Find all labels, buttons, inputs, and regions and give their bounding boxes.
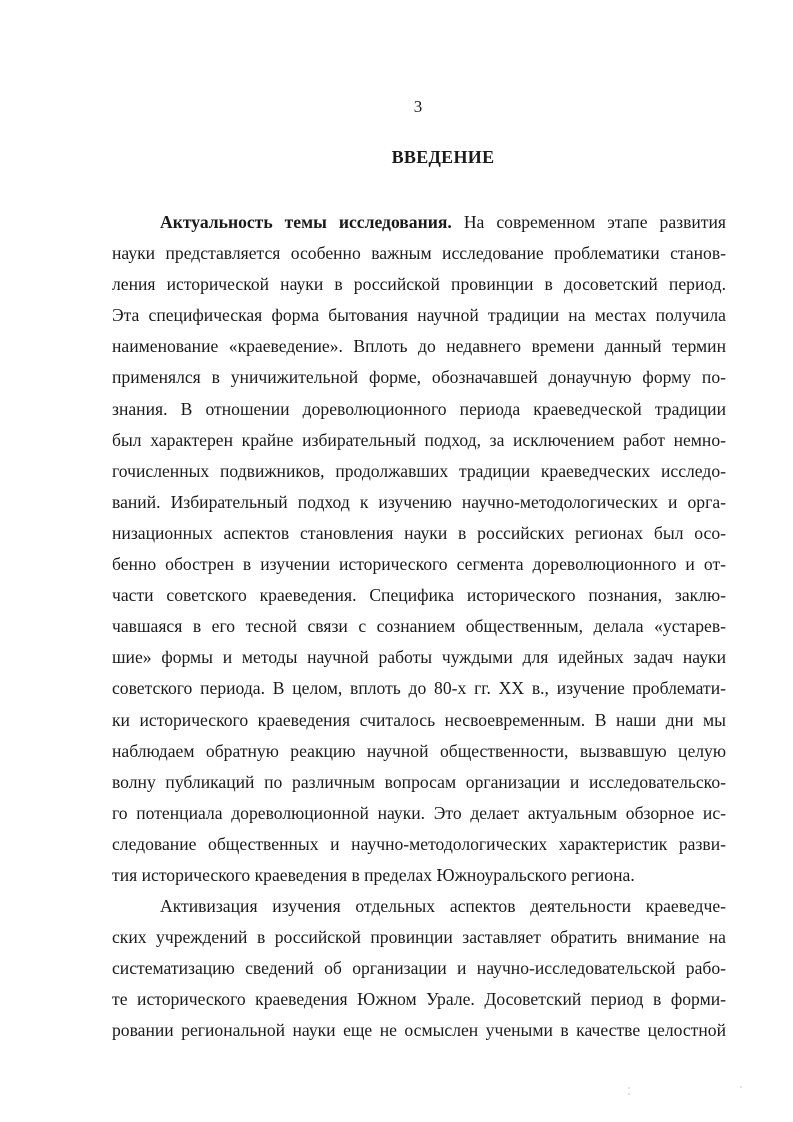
text-line: бенно обострен в изучении исторического сегмента дореволюционного и от- <box>112 554 726 575</box>
text-line: знания. В отношении дореволюционного периода краеведческой традиции <box>112 398 726 419</box>
paragraph-relevance <box>112 207 726 891</box>
paragraph-activation <box>112 891 726 1046</box>
scan-speck <box>628 1093 630 1095</box>
section-heading: ВВЕДЕНИЕ <box>391 147 495 167</box>
text-line: науки представляется особенно важным исследование проблематики станов- <box>112 243 726 264</box>
text-line: части советского краеведения. Специфика исторического познания, заклю- <box>112 585 726 606</box>
text-line: тия исторического краеведения в пределах Южноуральского региона. <box>112 864 635 885</box>
scan-speck <box>740 1086 742 1088</box>
text-line: Эта специфическая форма бытования научной традиции на местах получила <box>112 305 726 326</box>
text-line: шие» формы и методы научной работы чуждыми для идейных задач науки <box>112 647 726 668</box>
scan-speck <box>628 1087 630 1089</box>
text-line: наименование «краеведение». Вплоть до недавнего времени данный термин <box>112 336 726 357</box>
text-line: го потенциала дореволюционной науки. Это делает актуальным обзорное ис- <box>112 802 726 823</box>
text-line: был характерен крайне избирательный подход, за исключением работ немно- <box>112 429 726 450</box>
page-number: 3 <box>413 97 423 116</box>
paragraph-lead-bold: Актуальность темы исследования. <box>160 212 452 232</box>
text-line: следование общественных и научно-методологических характеристик разви- <box>112 833 726 854</box>
text-line: советского периода. В целом, вплоть до 80-х гг. XX в., изучение проблемати- <box>112 678 726 699</box>
text-line: Актуальность темы исследования. На современном этапе развития <box>160 212 726 232</box>
text-line: гочисленных подвижников, продолжавших традиции краеведческих исследо- <box>112 460 726 481</box>
text-line: чавшаяся в его тесной связи с сознанием общественным, делала «устарев- <box>112 616 726 637</box>
text-line: применялся в уничижительной форме, обозначавшей донаучную форму по- <box>112 367 726 388</box>
text-line: ских учреждений в российской провинции заставляет обратить внимание на <box>112 927 726 948</box>
text-line: наблюдаем обратную реакцию научной общественности, вызвавшую целую <box>112 740 726 761</box>
text-line: низационных аспектов становления науки в российских регионах был осо- <box>112 522 726 543</box>
text-line: ровании региональной науки еще не осмыслен учеными в качестве целостной <box>112 1020 726 1041</box>
text-line: ки исторического краеведения считалось несвоевременным. В наши дни мы <box>112 709 726 730</box>
text-line: те исторического краеведения Южном Урале. Досоветский период в форми- <box>112 989 726 1010</box>
text-line: волну публикаций по различным вопросам организации и исследовательско- <box>112 771 726 792</box>
text-line: систематизацию сведений об организации и научно-исследовательской рабо- <box>112 958 726 979</box>
text-line: Активизация изучения отдельных аспектов деятельности краеведче- <box>160 896 726 917</box>
text-line: ления исторической науки в российской провинции в досоветский период. <box>112 274 726 295</box>
body-text <box>112 207 726 1047</box>
text-line: ваний. Избирательный подход к изучению научно-методологических и орга- <box>112 491 726 512</box>
